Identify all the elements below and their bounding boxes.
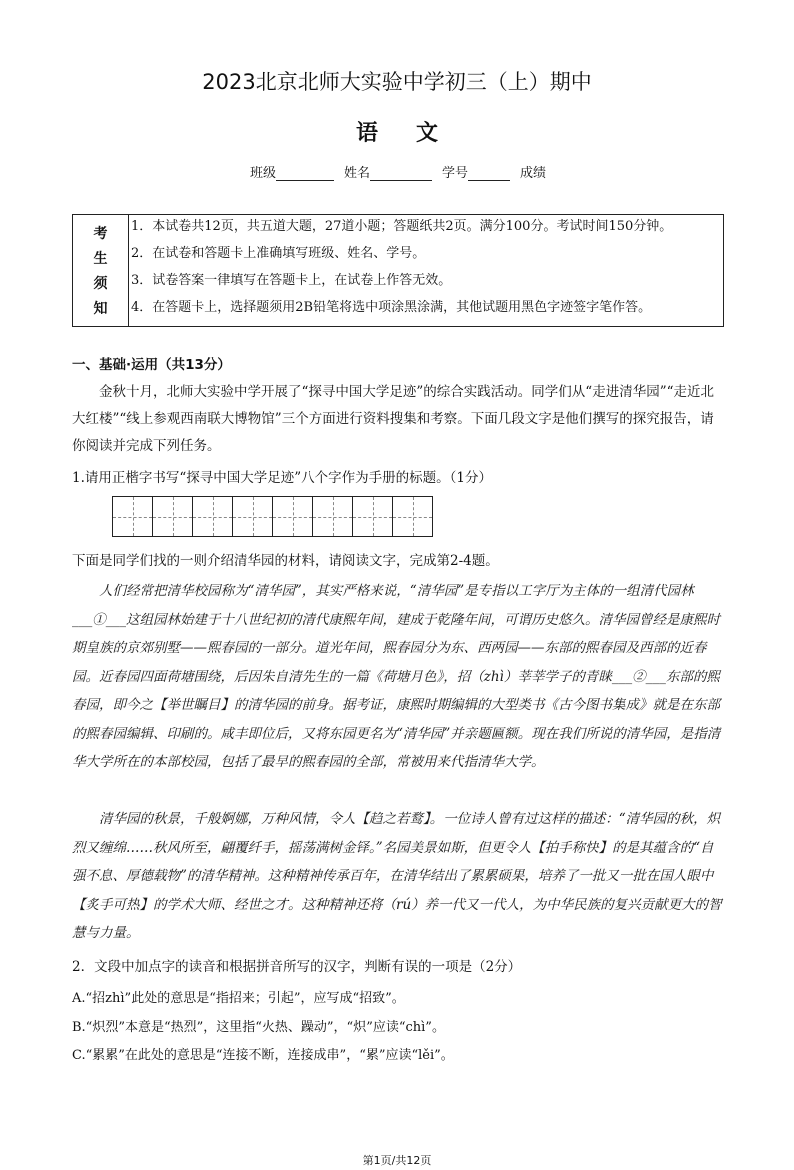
question-2: 2．文段中加点字的读音和根据拼音所写的汉字，判断有误的一项是（2分） <box>72 959 522 975</box>
notice-rule: 4．在答题卡上，选择题须用2B铅笔将选中项涂黑涂满，其他试题用黑色字迹签字笔作答。 <box>131 300 652 315</box>
notice-head-char: 生 <box>93 251 108 268</box>
writing-cell[interactable] <box>232 496 273 537</box>
writing-cell[interactable] <box>112 496 153 537</box>
intro-paragraph: 金秋十月，北师大实验中学开展了“探寻中国大学足迹”的综合实践活动。同学们从“走进清华园”“走近北大红楼”“线上参观西南联大博物馆”三个方面进行资料搜集和考察。下面几段文字是他们撰写的探究报告，请你阅读并完成下列任务。 <box>72 384 715 454</box>
section-heading: 一、基础·运用（共13分） <box>72 357 231 373</box>
writing-cell[interactable] <box>272 496 313 537</box>
notice-head-char: 知 <box>93 300 108 317</box>
student-info-line <box>250 162 546 181</box>
passage-paragraph-1: 人们经常把清华校园称为“清华园”，其实严格来说，“清华园”是专指以工字厅为主体的一组清代园林___①___这组园林始建于十八世纪初的清代康熙年间，建成于乾隆年间，可谓历史悠久。清华园曾经是康熙时期皇族的京郊别墅——熙春园的一部分。道光年间，熙春园分为东、西两园——东部的熙春园及西部的近春园。近春园四面荷塘围绕，后因朱自清先生的一篇《荷塘月色》，招（zhì）莘莘学子的青睐___②___东部的熙春园，即今之【举世瞩目】的清华园的前身。据考证，康熙时期编辑的大型类书《古今图书集成》就是在东部的熙春园编辑、印刷的。咸丰即位后，又将东园更名为“清华园”并亲题匾额。现在我们所说的清华园，是指清华大学所在的本部校园，包括了最早的熙春园的全部，常被用来代指清华大学。 <box>72 583 721 770</box>
option-a[interactable]: A.“招zhì”此处的意思是“指招来；引起”，应写成“招致”。 <box>72 991 405 1006</box>
writing-cell[interactable] <box>152 496 193 537</box>
passage-paragraph-2: 清华园的秋景，千般婀娜，万种风情，令人【趋之若鹜】。一位诗人曾有过这样的描述：“清华园的秋，炽烈又缠绵……秋风所至，翩覆纤手，摇荡满树金铎。”名园美景如斯，但更令人【拍手称快】的是其蕴含的“自强不息、厚德载物”的清华精神。这种精神传承百年，在清华结出了累累硕果，培养了一批又一批在国人眼中【炙手可热】的学术大师、经世之才。这种精神还将（rú）养一代又一代人，为中华民族的复兴贡献更大的智慧与力量。 <box>72 811 722 941</box>
name-label: 姓名 <box>344 166 371 181</box>
class-label: 班级 <box>250 166 277 181</box>
notice-rules <box>129 215 723 326</box>
notice-rule: 2．在试卷和答题卡上准确填写班级、姓名、学号。 <box>131 246 426 261</box>
writing-grid[interactable] <box>112 496 432 537</box>
page-footer: 第1页/共12页 <box>362 1154 432 1167</box>
question-1: 1.请用正楷字书写“探寻中国大学足迹”八个字作为手册的标题。（1分） <box>72 470 493 486</box>
id-label: 学号 <box>442 166 469 181</box>
option-b[interactable]: B.“炽烈”本意是“热烈”，这里指“火热、躁动”，“炽”应读“chì”。 <box>72 1020 445 1035</box>
writing-cell[interactable] <box>192 496 233 537</box>
subject-title: 语文 <box>355 120 476 146</box>
passage-lead: 下面是同学们找的一则介绍清华园的材料，请阅读文字，完成第2-4题。 <box>72 553 499 569</box>
name-blank <box>370 166 432 181</box>
class-blank <box>276 166 334 181</box>
notice-rule: 1．本试卷共12页，共五道大题，27道小题；答题纸共2页。满分100分。考试时间150分钟。 <box>131 219 673 234</box>
writing-cell[interactable] <box>392 496 433 537</box>
exam-notice-box <box>72 214 724 327</box>
notice-head-char: 须 <box>93 275 108 292</box>
notice-heading <box>73 215 129 326</box>
id-blank <box>468 166 510 181</box>
score-label: 成绩 <box>520 166 547 181</box>
writing-cell[interactable] <box>312 496 353 537</box>
writing-cell[interactable] <box>352 496 393 537</box>
notice-rule: 3．试卷答案一律填写在答题卡上，在试卷上作答无效。 <box>131 273 452 288</box>
notice-head-char: 考 <box>93 226 108 243</box>
page-title: 2023北京北师大实验中学初三（上）期中 <box>202 70 592 94</box>
option-c[interactable]: C.“累累”在此处的意思是“连接不断，连接成串”，“累”应读“lěi”。 <box>72 1048 454 1063</box>
